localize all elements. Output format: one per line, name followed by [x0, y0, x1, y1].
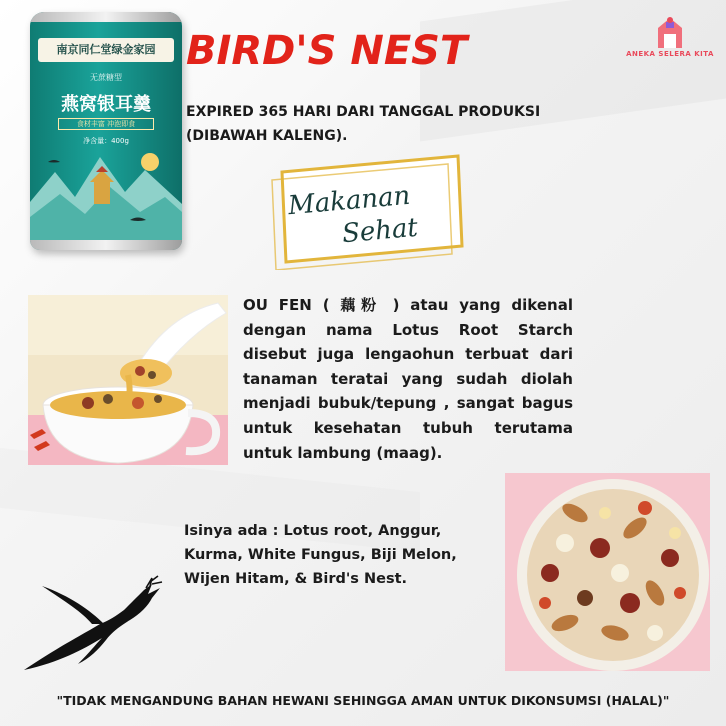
lotus-starch-bowl-photo [28, 295, 228, 465]
product-can-image [30, 12, 182, 250]
ingredients-plate-photo [505, 473, 710, 671]
badge-line-2: Sehat [340, 212, 420, 250]
page-title: BIRD'S NEST [186, 28, 468, 74]
halal-footer-note: "TIDAK MENGANDUNG BAHAN HEWANI SEHINGGA AMAN UNTUK DIKONSUMSI (HALAL)" [56, 693, 670, 708]
can-top-rim [30, 12, 182, 22]
brand-name: ANEKA SELERA KITA [626, 50, 714, 58]
badge-line-1: Makanan [286, 180, 412, 222]
makanan-sehat-badge [262, 150, 472, 270]
can-net-weight: 净含量：400g [83, 137, 129, 145]
expiry-note: EXPIRED 365 HARI DARI TANGGAL PRODUKSI (DIBAWAH KALENG). [186, 104, 541, 144]
ingredients-list: Isinya ada : Lotus root, Anggur, Kurma, White Fungus, Biji Melon, Wijen Hitam, & Bird's Nest. [184, 523, 457, 587]
can-brand-band: 南京同仁堂绿金家园 [38, 38, 174, 62]
ou-fen-description: OU FEN ( 藕粉 ) atau yang dikenal dengan nama Lotus Root Starch disebut juga lengaohun terbuat dari tanaman teratai yang sudah diolah menjadi bubuk/tepung , sangat bagus untuk kesehatan tubuh terutama untuk lambung (maag). [243, 296, 573, 462]
can-bottom-rim [30, 240, 182, 250]
cake-house-icon [650, 14, 690, 50]
can-mountain-scene [30, 142, 182, 240]
swallow-bird-icon [20, 566, 170, 676]
can-tagline: 食材丰富 冲泡即食 [58, 118, 154, 130]
brand-logo [620, 14, 720, 64]
can-subtitle: 无蔗糖型 [90, 73, 122, 82]
can-product-name: 燕窝银耳羹 [61, 94, 151, 115]
